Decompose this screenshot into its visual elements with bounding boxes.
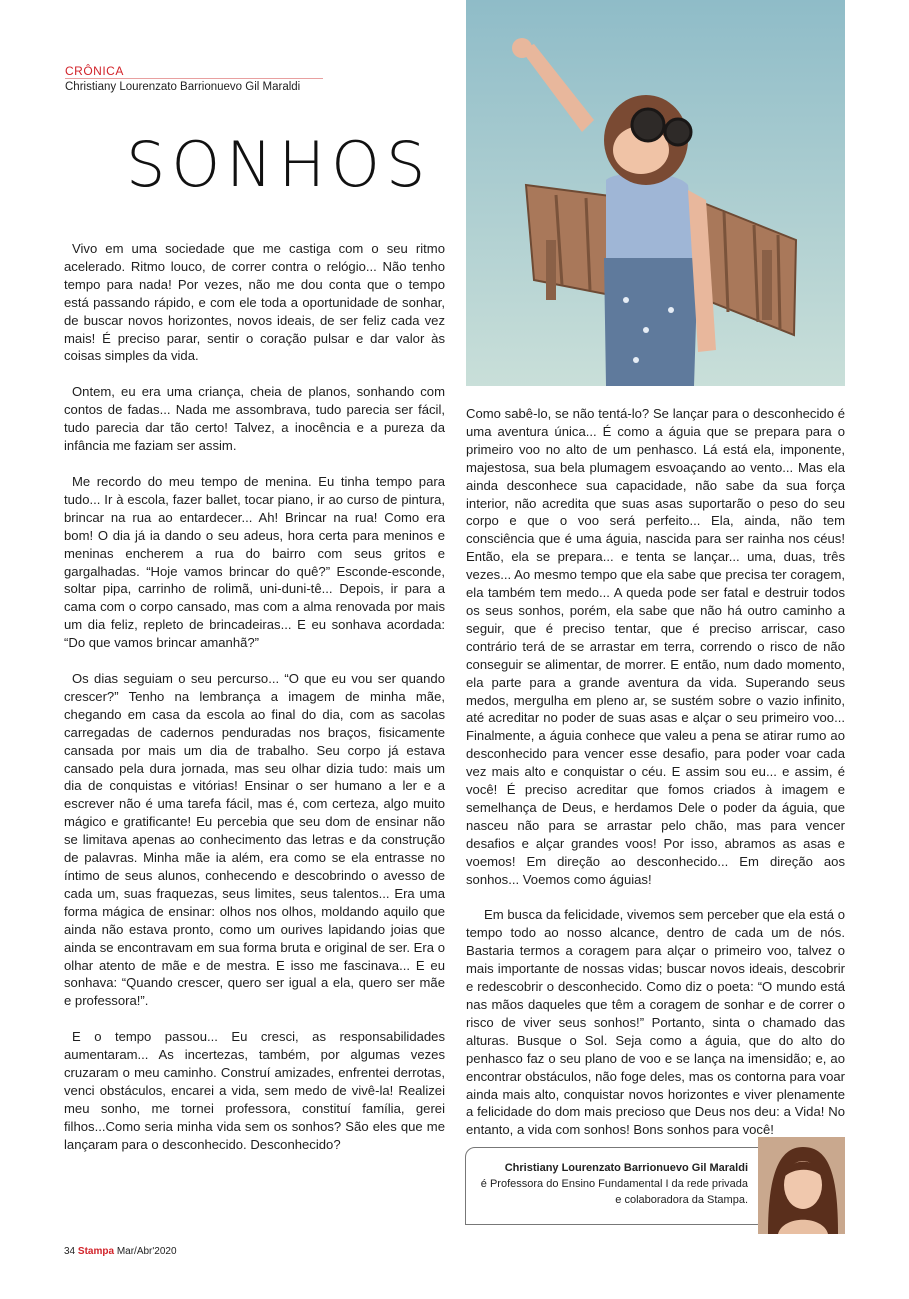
paragraph: Me recordo do meu tempo de menina. Eu tinha tempo para tudo... Ir à escola, fazer ballet, tocar piano, ir ao curso de pintura, brincar na rua ao entardecer... Ah! Brincar na rua! Como era bom! O dia já ia dando o seu adeus, hora certa para meninos e meninas encherem a rua do bairro com seus gritos e gargalhadas. “Hoje vamos brincar do quê?” Esconde-esconde, soltar pipa, carrinho de rolimã, uni-duni-tê... Depois, ir para a cama com o corpo cansado, mas com a alma renovada por mais um dia feliz, repleto de brincadeiras... E eu sonhava acordada: “Do que vamos brincar amanhã?” — [64, 473, 445, 651]
page-footer — [64, 1246, 177, 1257]
author-byline: Christiany Lourenzato Barrionuevo Gil Maraldi — [65, 81, 301, 93]
paragraph: Como sabê-lo, se não tentá-lo? Se lançar para o desconhecido é uma aventura única... É como a águia que se prepara para o primeiro voo no alto de um penhasco. Lá está ela, imponente, majestosa, sua bela plumagem esvoaçando ao vento... Mas ela ainda desconhece sua capacidade, não sabe da sua força interior, não acredita que suas asas suportarão o peso do seu corpo e que o voo será perfeito... Ela, ainda, não tem consciência que é uma águia, nascida para ser rainha nos céus! Então, ela se prepara... e tenta se lançar... uma, duas, três vezes... Ao mesmo tempo que ela sabe que precisa ter coragem, ela também tem medo... A queda pode ser fatal e destruir todos os seus sonhos, porém, ela sabe que não há outro caminho a seguir, que é preciso tentar, que é preciso arriscar, caso contrário terá de se arrastar em terra, correndo o risco de não conseguir se alimentar, de morrer. E então, num dado momento, ela parte para a grande aventura da vida. Superando seus medos, mergulha em pleno ar, se sustém sobre o vazio infinito, até acreditar no poder de suas asas e alçar o seu primeiro voo... Finalmente, a águia conhece que valeu a pena se atirar rumo ao desconhecido para vencer esse desafio, para poder voar cada vez mais alto e conquistar o céu. E assim sou eu... e assim, é você! É preciso acreditar que fomos criados à imagem e semelhança de Deus, e herdamos Dele o poder da águia, que nasceu não para se arrastar pelo chão, mas para vencer desafios e alçar grandes voos! Por isso, abramos as asas e voemos! Em direção ao desconhecido... Em direção aos sonhos... Voemos como águias! — [466, 406, 845, 887]
issue-date: Mar/Abr'2020 — [116, 1246, 177, 1257]
section-label: CRÔNICA — [65, 64, 124, 78]
paragraph: Em busca da felicidade, vivemos sem perceber que ela está o tempo todo ao nosso alcance, dentro de cada um de nós. Bastaria termos a coragem para alçar o primeiro voo, talvez o mais importante de nossas vidas; buscar novos ideais, descobrir e redescobrir o desconhecido. Como diz o poeta: “O mundo está nas mãos daqueles que têm a coragem de sonhar e de correr o risco de viver seus sonhos!” Portanto, sinta o chamado das alturas. Busque o Sol. Seja como a águia, que do alto do penhasco faz o seu plano de voo e se lança na imensidão; e, ao encontrar obstáculos, não foge deles, mas os contorna para voar ainda mais alto, conquistar novos horizontes e viver plenamente a felicidade do dom mais precioso que Deus nos deu: a Vida! No entanto, a vida com sonhos! Bons sonhos para você! — [466, 907, 845, 1138]
paragraph: E o tempo passou... Eu cresci, as responsabilidades aumentaram... As incertezas, também, por algumas vezes cruzaram o meu caminho. Construí amizades, enfrentei derrotas, venci obstáculos, encarei a vida, sem medo de vivê-la! Realizei meu sonho, me tornei professora, constituí família, gerei filhos...Como seria minha vida sem os sonhos? São eles que me lançaram para o desconhecido. Desconhecido? — [64, 1029, 445, 1152]
section-divider — [65, 78, 323, 79]
paragraph: Ontem, eu era uma criança, cheia de planos, sonhando com contos de fadas... Nada me assombrava, tudo parecia ser fácil, tudo parecia dar tão certo! Talvez, a inocência e a pureza da infância me faziam ser assim. — [64, 384, 445, 454]
magazine-brand: Stampa — [77, 1246, 115, 1257]
bio-author-name: Christiany Lourenzato Barrionuevo Gil Maraldi — [504, 1162, 748, 1174]
page-number: 34 — [64, 1246, 76, 1257]
article-title: SONHOS — [126, 128, 432, 201]
paragraph: Os dias seguiam o seu percurso... “O que eu vou ser quando crescer?” Tenho na lembrança a imagem de minha mãe, chegando em casa da escola ao final do dia, com as sacolas carregadas de cadernos penduradas nos braços, fisicamente cansada por mais um dia de trabalho. Seu corpo já estava cansado pela dura jornada, mas seu olhar dizia tudo: mais um dia de conquistas e vitórias! Ensinar o ser humano a ler e a escrever não é uma tarefa fácil, mas é, com certeza, algo muito mágico e gratificante! Eu percebia que seu dom de ensinar não se limitava apenas ao conhecimento das letras e da construção de palavras. Minha mãe ia além, era como se ela entrasse no íntimo de seus alunos, conhecendo e descobrindo o avesso de cada um, suas fraquezas, seus limites, seus talentos... Era uma forma mágica de ensinar: olhos nos olhos, moldando aquilo que ainda não estava pronto, como um ourives lapidando joias que ainda se encontravam em sua forma bruta e original de ser. Era o olhar atento de mãe e de mestra. E isso me fascinava... E eu sonhava: “Quando crescer, quero ser igual a ela, quero ser mãe e professora!”. — [64, 671, 445, 1009]
article-column-right — [466, 405, 845, 1157]
bio-text — [468, 1160, 748, 1208]
hero-image-child-with-cardboard-wings — [466, 0, 845, 386]
paragraph: Vivo em uma sociedade que me castiga com o seu ritmo acelerado. Ritmo louco, de correr contra o relógio... Não tenho tempo para nada! Por vezes, não me dou conta que o tempo está passando rápido, e com ele toda a oportunidade de sonhar, de buscar novos horizontes, novos ideais, de ser feliz cada vez mais! É preciso parar, sentir o coração pulsar e dar valor às coisas simples da vida. — [64, 241, 445, 364]
author-avatar-photo — [758, 1137, 845, 1234]
article-column-left — [64, 240, 445, 1172]
bio-line: e colaboradora da Stampa. — [615, 1194, 748, 1206]
bio-line: é Professora do Ensino Fundamental I da rede privada — [480, 1178, 748, 1190]
author-bio-box — [465, 1147, 767, 1225]
